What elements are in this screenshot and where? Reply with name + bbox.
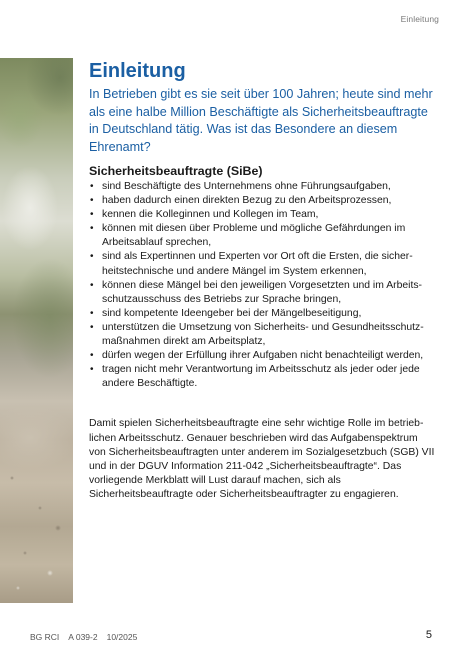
closing-paragraph: Damit spielen Sicherheitsbeauftragte eine sehr wichtige Rolle im betrieblichen Arbeitsschutz. Genauer beschrieben wird das Aufgabenspektrum von Sicherheitsbeauftragten unter anderem im Sozialgesetzbuch (SGB) VII und in der DGUV Information 211-042 „Sicherheitsbeauftragte“. Das vorliegende Merkblatt will Lust darauf machen, sich als Sicherheitsbeauftragte oder Sicherheitsbeauftragter zu engagieren. <box>89 418 435 500</box>
bullet-icon: • <box>90 279 94 291</box>
footer-info <box>30 632 137 642</box>
list-item-text: dürfen wegen der Erfüllung ihrer Aufgaben nicht benachteiligt werden, <box>102 350 424 362</box>
bullet-icon: • <box>90 364 94 376</box>
bullet-icon: • <box>90 223 94 235</box>
list-item-text: können diese Mängel bei den jeweiligen Vorgesetzten und im Arbeitsschutzausschuss des Betriebs zur Sprache bringen, <box>102 279 423 305</box>
bullet-icon: • <box>90 350 94 362</box>
list-item <box>89 349 437 363</box>
list-item-text: sind kompetente Ideengeber bei der Mängelbeseitigung, <box>102 307 362 319</box>
list-item-text: kennen die Kolleginnen und Kollegen im Team, <box>102 209 319 221</box>
list-item-text: sind Beschäftigte des Unternehmens ohne Führungsaufgaben, <box>102 181 391 192</box>
intro-paragraph: In Betrieben gibt es sie seit über 100 Jahren; heute sind mehr als eine halbe Million Beschäftigte als Sicherheitsbeauftragte in Deutschland tätig. Was ist das Besondere an diesem Ehrenamt? <box>89 87 433 154</box>
list-item <box>89 208 437 222</box>
bullet-icon: • <box>90 251 94 263</box>
running-head: Einleitung <box>400 14 439 24</box>
side-photo-texture <box>0 58 73 603</box>
bullet-list <box>89 180 437 391</box>
footer-publisher: BG RCI <box>30 632 60 642</box>
list-item <box>89 363 437 391</box>
list-item-text: unterstützen die Umsetzung von Sicherheits- und Gesundheitsschutzmaßnahmen direkt am Arbeitsplatz, <box>102 321 424 348</box>
page-title: Einleitung <box>89 60 186 82</box>
bullet-icon: • <box>90 321 94 333</box>
list-item <box>89 194 437 208</box>
list-item <box>89 321 437 349</box>
bullet-icon: • <box>90 209 94 221</box>
list-item <box>89 180 437 194</box>
bullet-icon: • <box>90 307 94 319</box>
footer-date: 10/2025 <box>106 632 138 642</box>
footer-doc-code: A 039-2 <box>68 632 98 642</box>
list-item <box>89 250 437 278</box>
page-number: 5 <box>425 629 432 641</box>
list-item-text: können mit diesen über Probleme und mögliche Gefährdungen im Arbeitsablauf sprechen, <box>102 223 406 249</box>
main-content <box>89 60 437 502</box>
bullet-icon: • <box>90 181 94 192</box>
side-photo <box>0 58 73 603</box>
list-item-text: haben dadurch einen direkten Bezug zu den Arbeitsprozessen, <box>102 195 392 207</box>
section-heading: Sicherheitsbeauftragte (SiBe) <box>89 164 263 178</box>
list-item-text: sind als Expertinnen und Experten vor Ort oft die Ersten, die sicherheitstechnische und andere Mängel im System erkennen, <box>102 251 413 277</box>
list-item <box>89 307 437 321</box>
list-item <box>89 279 437 307</box>
list-item <box>89 222 437 250</box>
bullet-icon: • <box>90 195 94 207</box>
list-item-text: tragen nicht mehr Verantwortung im Arbeitsschutz als jeder oder jede andere Beschäftigte. <box>102 364 420 390</box>
